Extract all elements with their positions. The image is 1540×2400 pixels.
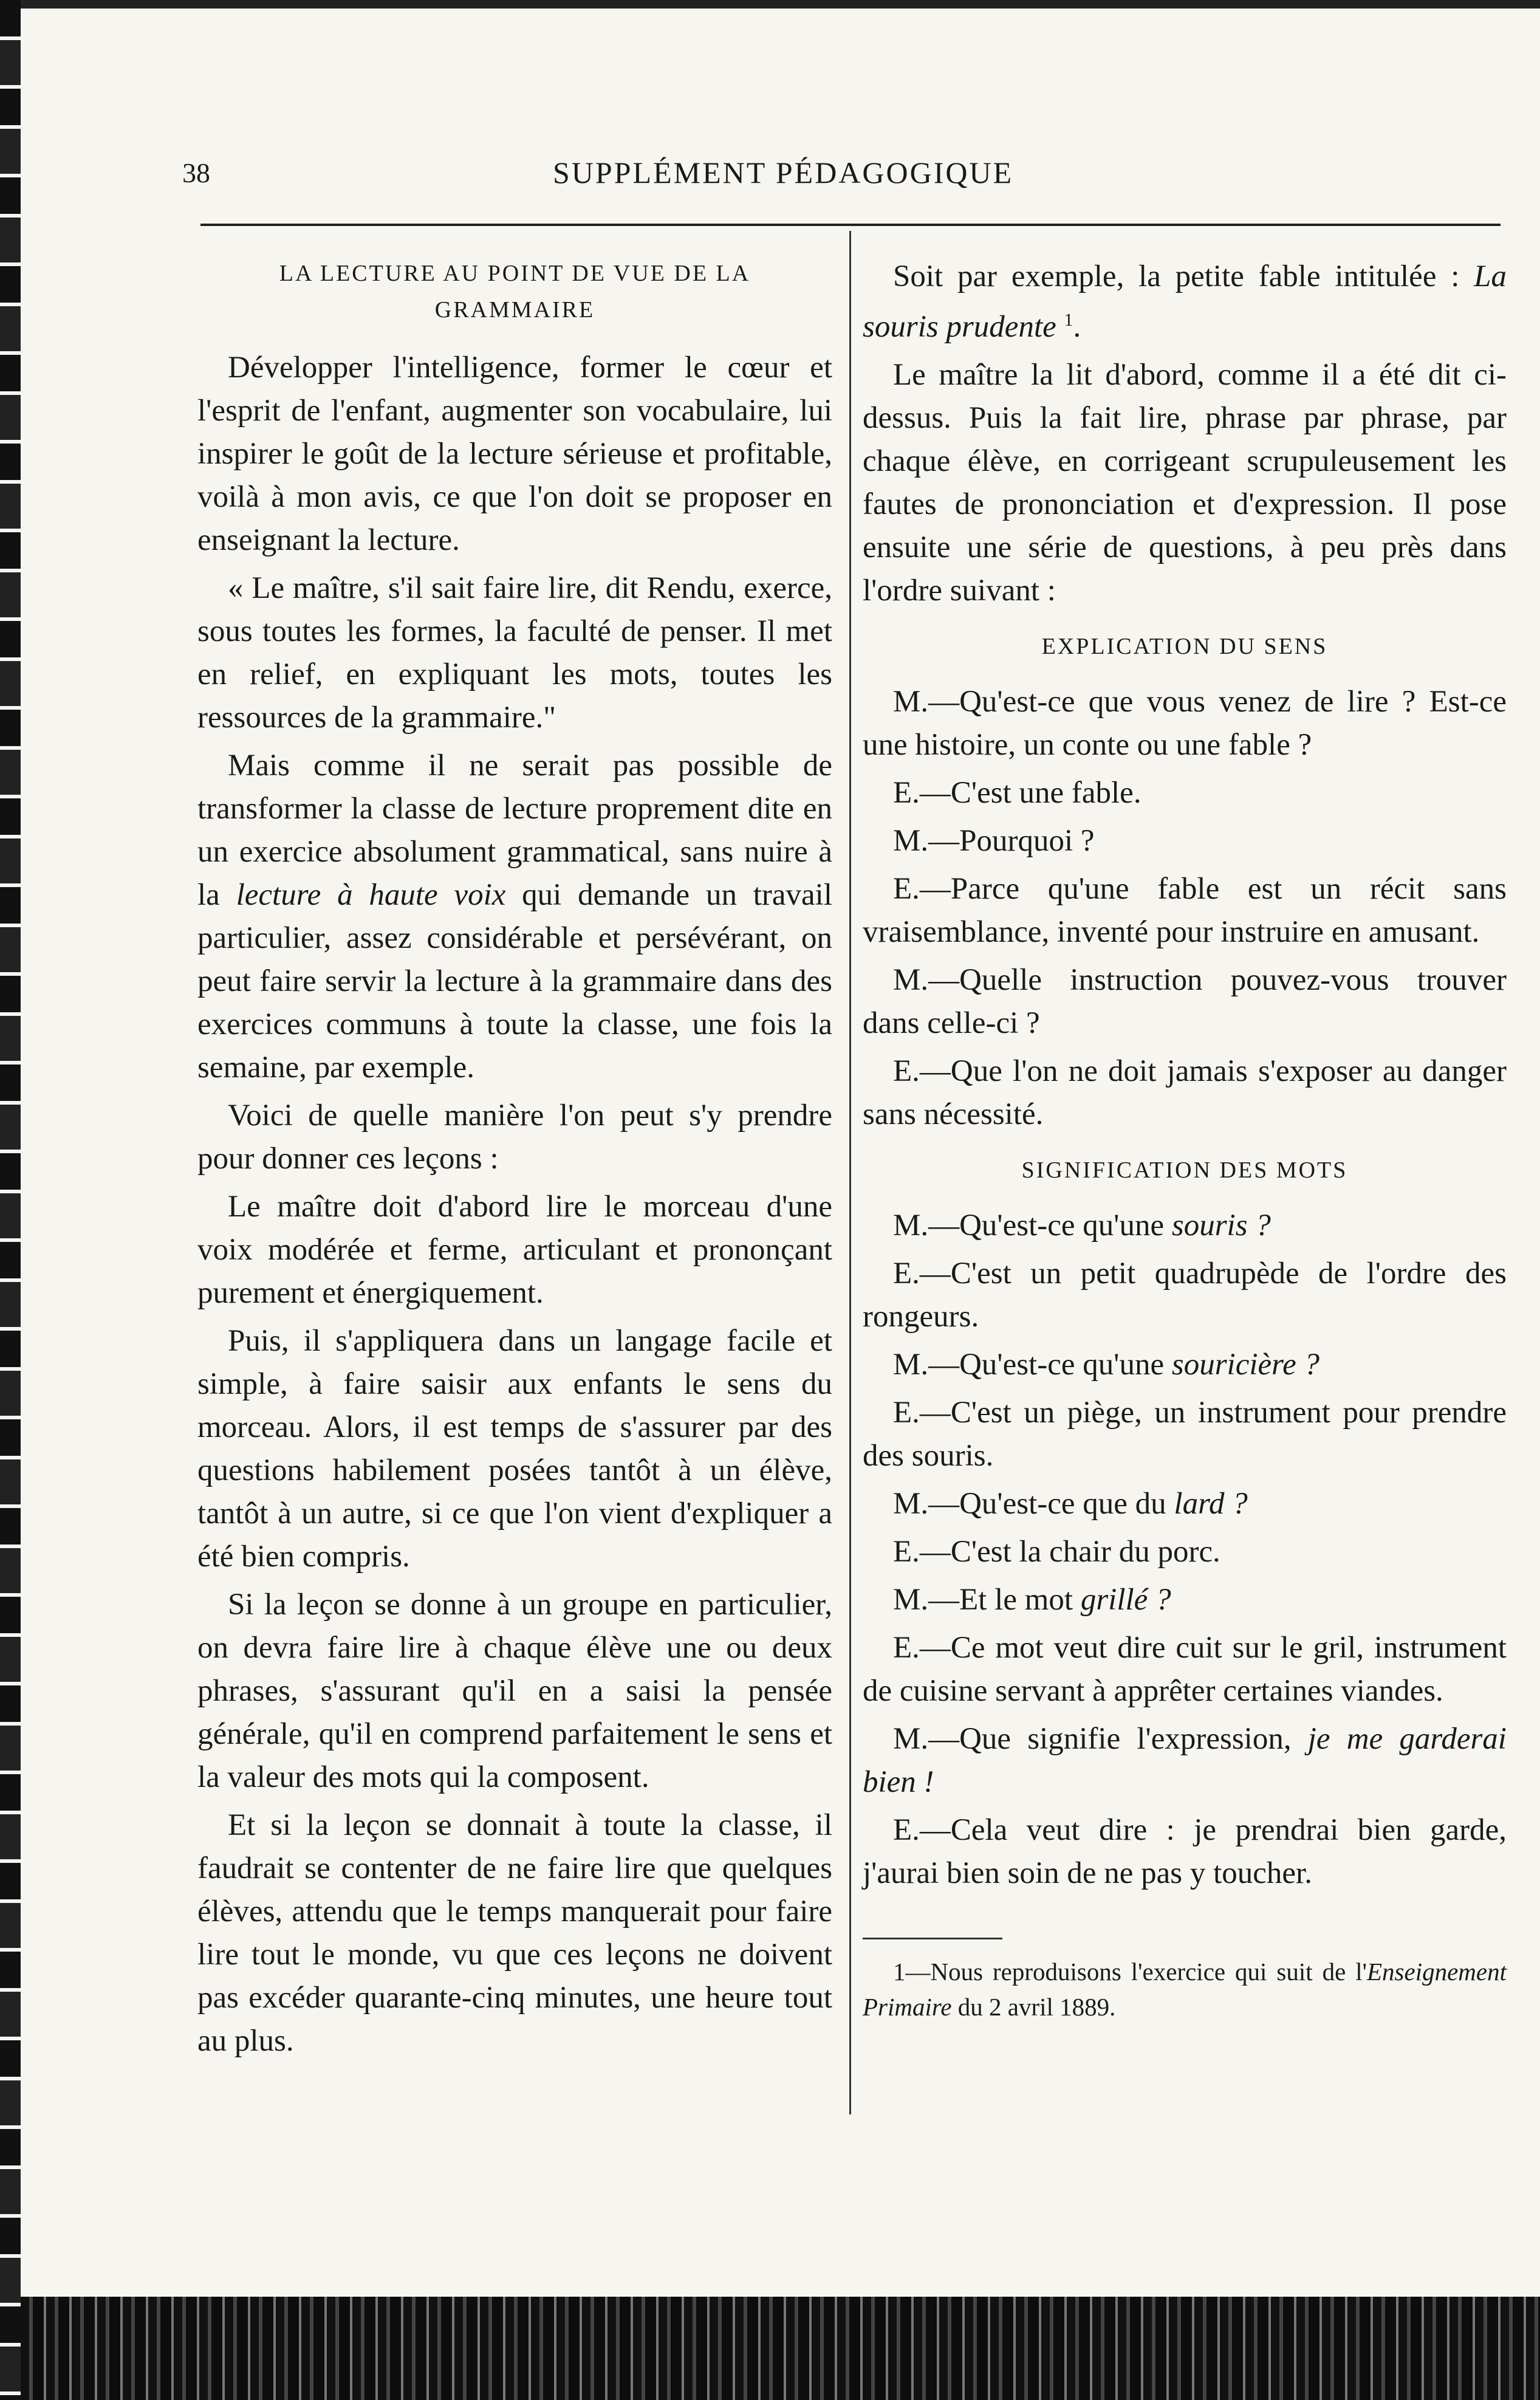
column-divider [849,231,851,2114]
dialogue-line: M.—Que signifie l'expression, je me garderai bien ! [863,1722,1507,1799]
dialogue-line: E.—C'est une fable. [893,776,1141,810]
page-number: 38 [182,157,210,188]
paragraph: Soit par exemple, la petite fable intitulée : La souris prudente $^1$. [863,259,1507,344]
scan-edge-left [0,0,21,2400]
paragraph: Si la leçon se donne à un groupe en particulier, on devra faire lire à chaque élève une ou deux phrases, s'assurant qu'il en a saisi la pensée générale, qu'il en comprend parfaitement le sens et la valeur des mots qui la composent. [197,1588,832,1794]
section-heading: EXPLICATION DU SENS [1041,634,1328,659]
paragraph: Et si la leçon se donnait à toute la classe, il faudrait se contenter de ne faire lire que quelques élèves, attendu que le temps manquerait pour faire lire tout le monde, vu que ces leçons ne doivent pas excéder quarante-cinq minutes, une heure tout au plus. [197,1808,832,2058]
article-heading: LA LECTURE AU POINT DE VUE DE LA GRAMMAIRE [279,261,751,323]
dialogue-line: E.—C'est un piège, un instrument pour prendre des souris. [863,1396,1507,1473]
dialogue-line: M.—Pourquoi ? [893,824,1095,858]
running-head: SUPPLÉMENT PÉDAGOGIQUE [553,156,1014,190]
dialogue-line: M.—Quelle instruction pouvez-vous trouver dans celle-ci ? [863,963,1507,1040]
dialogue-line: E.—Ce mot veut dire cuit sur le gril, instrument de cuisine servant à apprêter certaines viandes. [863,1631,1507,1708]
dialogue-line: E.—Que l'on ne doit jamais s'exposer au danger sans nécessité. [863,1054,1507,1131]
left-column [197,255,832,2068]
header-rule [200,224,1501,226]
paragraph: Voici de quelle manière l'on peut s'y prendre pour donner ces leçons : [197,1099,832,1176]
right-column [863,255,1507,2029]
paragraph: Puis, il s'appliquera dans un langage facile et simple, à faire saisir aux enfants le sens du morceau. Alors, il est temps de s'assurer par des questions habilement posées tantôt à un élève, tantôt à un autre, si ce que l'on vient d'expliquer a été bien compris. [197,1324,832,1574]
section-heading: SIGNIFICATION DES MOTS [1021,1157,1348,1183]
scan-edge-bottom [21,2297,1540,2400]
paragraph: Développer l'intelligence, former le cœur et l'esprit de l'enfant, augmenter son vocabulaire, lui inspirer le goût de la lecture sérieuse et profitable, voilà à mon avis, ce que l'on doit se proposer en enseignant la lecture. [197,351,832,557]
footnote-rule [863,1938,1002,1939]
paragraph: Le maître la lit d'abord, comme il a été dit ci-dessus. Puis la fait lire, phrase par phrase, par chaque élève, en corrigeant scrupuleusement les fautes de prononciation et d'expression. Il pose ensuite une série de questions, à peu près dans l'ordre suivant : [863,358,1507,608]
paragraph: Mais comme il ne serait pas possible de transformer la classe de lecture proprement dite en un exercice absolument grammatical, sans nuire à la lecture à haute voix qui demande un travail particulier, assez considérable et persévérant, on peut faire servir la lecture à la grammaire dans des exercices communs à toute la classe, une fois la semaine, par exemple. [197,749,833,1085]
italic-phrase: lecture à haute voix [236,878,506,912]
dialogue-line: M.—Qu'est-ce que du lard ? [893,1487,1248,1521]
dialogue-line: M.—Qu'est-ce que vous venez de lire ? Est-ce une histoire, un conte ou une fable ? [863,685,1507,762]
footnote: 1—Nous reproduisons l'exercice qui suit de l'Enseignement Primaire du 2 avril 1889. [863,1958,1507,2021]
fable-title: La souris prudente [863,259,1507,344]
dialogue-line: E.—C'est un petit quadrupède de l'ordre des rongeurs. [863,1257,1507,1334]
dialogue-line: M.—Qu'est-ce qu'une souris ? [893,1209,1271,1243]
dialogue-line: E.—Cela veut dire : je prendrai bien garde, j'aurai bien soin de ne pas y toucher. [863,1813,1507,1890]
dialogue-line: E.—C'est la chair du porc. [893,1535,1220,1569]
footnote-mark: 1 [1064,310,1073,330]
paragraph: « Le maître, s'il sait faire lire, dit Rendu, exerce, sous toutes les formes, la faculté de penser. Il met en relief, en expliquant les mots, toutes les ressources de la grammaire." [197,571,832,735]
dialogue-line: E.—Parce qu'une fable est un récit sans vraisemblance, inventé pour instruire en amusant. [863,872,1507,949]
scan-edge-top [21,0,1540,9]
paragraph: Le maître doit d'abord lire le morceau d'une voix modérée et ferme, articulant et prononçant purement et énergiquement. [197,1190,832,1310]
dialogue-line: M.—Qu'est-ce qu'une souricière ? [893,1348,1320,1382]
dialogue-line: M.—Et le mot grillé ? [893,1583,1171,1617]
